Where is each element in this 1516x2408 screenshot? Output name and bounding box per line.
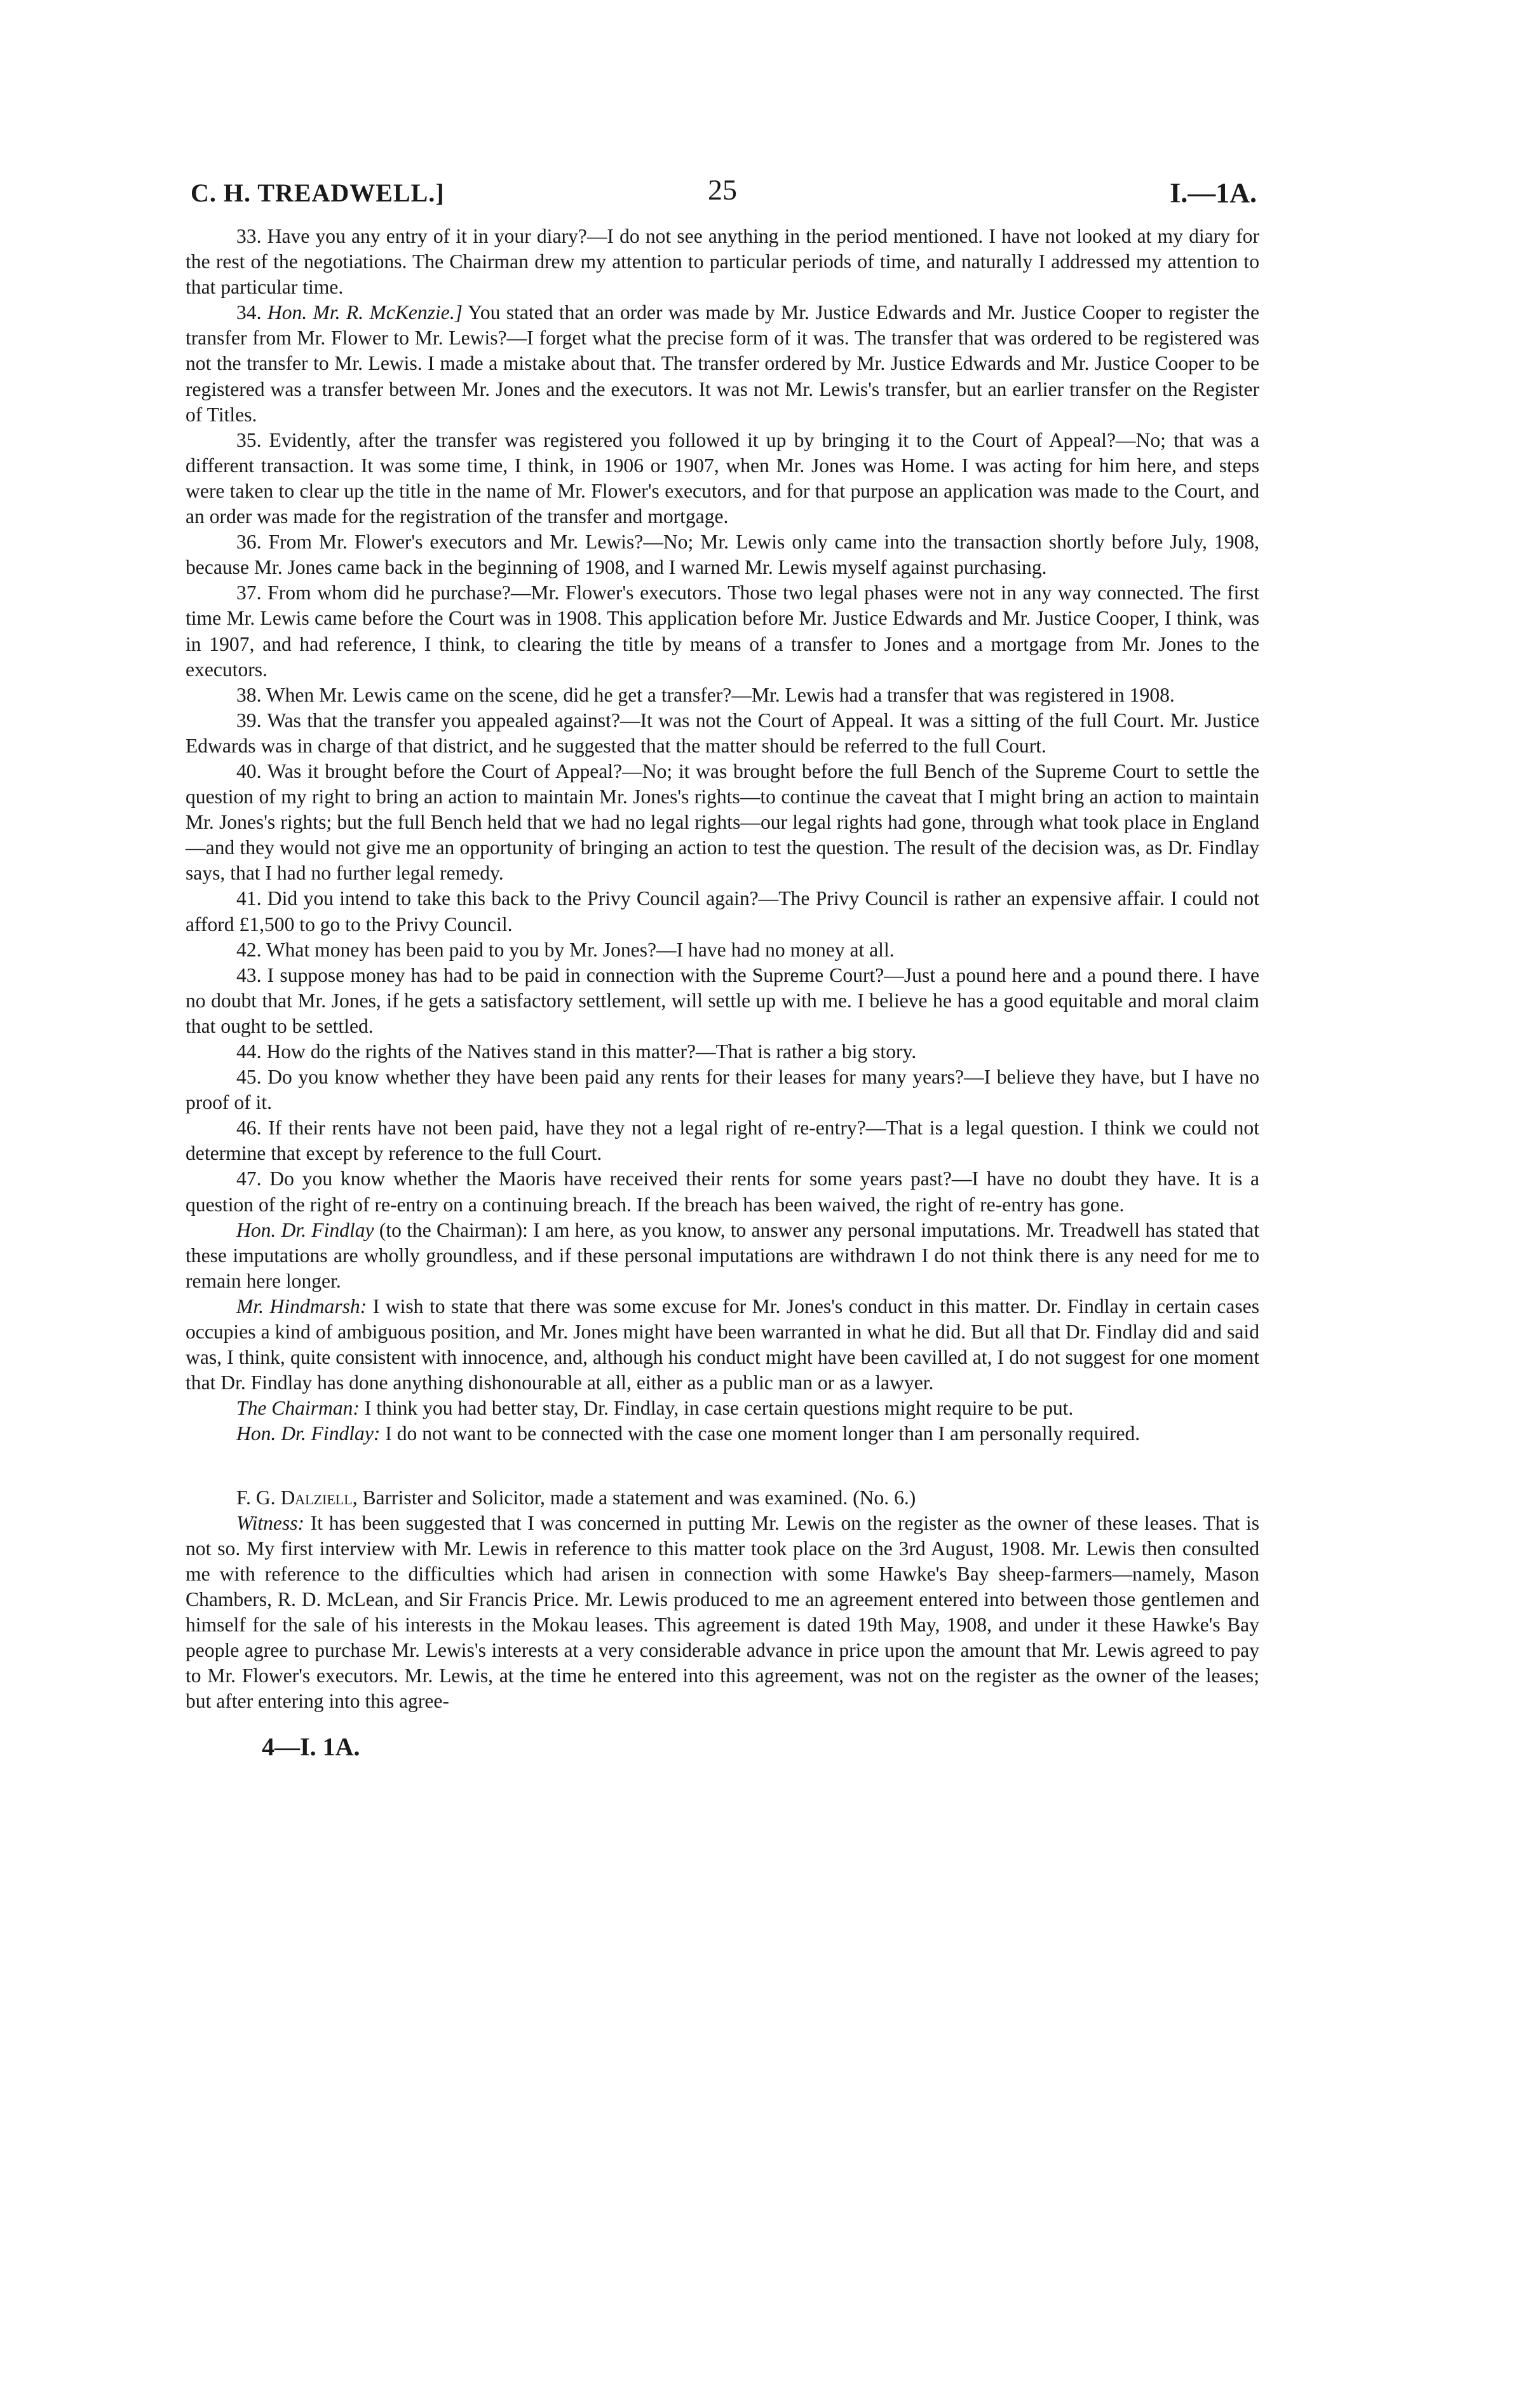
speaker-label: Hon. Mr. R. McKenzie.] [267,301,463,324]
body-text [186,224,1259,1714]
paragraph-45: 45. Do you know whether they have been paid any rents for their leases for many years?—I believe they have, but I have no proof of it. [186,1066,1259,1114]
paragraph-46: 46. If their rents have not been paid, have they not a legal right of re-entry?—That is a legal question. I think we could not determine that except by reference to the full Court. [186,1117,1259,1165]
speaker-label: The Chairman: [236,1397,360,1420]
speaker-label: Hon. Dr. Findlay: [236,1422,381,1445]
paragraph-47: 47. Do you know whether the Maoris have received their rents for some years past?—I have no doubt they have. It is a question of the right of re-entry on a continuing breach. If the breach has been waived, the right of re-entry has gone. [186,1167,1259,1216]
paragraph-36: 36. From Mr. Flower's executors and Mr. Lewis?—No; Mr. Lewis only came into the transaction shortly before July, 1908, because Mr. Jones came back in the beginning of 1908, and I warned Mr. Lewis myself against purchasing. [186,531,1259,579]
speaker-label: Witness: [236,1511,305,1534]
statement-chairman: The Chairman: I think you had better stay, Dr. Findlay, in case certain questions might require to be put. [236,1397,1074,1420]
witness-name: F. G. Dalziell [236,1486,353,1509]
paragraph-34: 34. Hon. Mr. R. McKenzie.] You stated that an order was made by Mr. Justice Edwards and Mr. Justice Cooper to register the transfer from Mr. Flower to Mr. Lewis?—I forget what the precise form of it was. The transfer that was ordered to be registered was not the transfer to Mr. Lewis. I made a mistake about that. The transfer ordered by Mr. Justice Edwards and Mr. Justice Cooper to be registered was a transfer between Mr. Jones and the executors. It was not Mr. Lewis's transfer, but an earlier transfer on the Register of Titles. [186,301,1260,426]
paragraph-38: 38. When Mr. Lewis came on the scene, did he get a transfer?—Mr. Lewis had a transfer that was registered in 1908. [236,683,1175,706]
statement-hindmarsh: Mr. Hindmarsh: I wish to state that there was some excuse for Mr. Jones's conduct in this matter. Dr. Findlay in certain cases occupies a kind of ambiguous position, and Mr. Jones might have been warranted in what he did. But all that Dr. Findlay did and said was, I think, quite consistent with innocence, and, although his conduct might have been cavilled at, I do not suggest for one moment that Dr. Findlay has done anything dishonourable at all, either as a public man or as a lawyer. [186,1295,1259,1394]
statement-findlay: Hon. Dr. Findlay (to the Chairman): I am here, as you know, to answer any personal imputations. Mr. Treadwell has stated that these imputations are wholly groundless, and if these personal imputations are withdrawn I do not think there is any need for me to remain here longer. [186,1218,1259,1292]
paragraph-39: 39. Was that the transfer you appealed against?—It was not the Court of Appeal. It was a sitting of the full Court. Mr. Justice Edwards was in charge of that district, and he suggested that the matter should be referred to the full Court. [186,709,1259,757]
speaker-label: Mr. Hindmarsh: [236,1295,367,1317]
signature-mark: 4—I. 1A. [262,1732,360,1762]
speaker-label: Hon. Dr. Findlay [236,1218,374,1241]
page-number: 25 [708,173,737,206]
paragraph-33: 33. Have you any entry of it in your diary?—I do not see anything in the period mentioned. I have not looked at my diary for the rest of the negotiations. The Chairman drew my attention to particular periods of time, and naturally I addressed my attention to that particular time. [186,225,1259,299]
document-reference: I.—1A. [1170,177,1257,208]
document-page [186,172,1259,1762]
paragraph-37: 37. From whom did he purchase?—Mr. Flower's executors. Those two legal phases were not in any way connected. The first time Mr. Lewis came before the Court was in 1908. This application before Mr. Justice Edwards and Mr. Justice Cooper, I think, was in 1907, and had reference, I think, to clearing the title by means of a transfer to Jones and a mortgage from Mr. Jones to the executors. [186,582,1259,681]
paragraph-40: 40. Was it brought before the Court of Appeal?—No; it was brought before the full Bench of the Supreme Court to settle the question of my right to bring an action to maintain Mr. Jones's rights—to continue the caveat that I might bring an action to maintain Mr. Jones's rights; but the full Bench held that we had no legal rights—our legal rights had gone, through what took place in England—and they would not give me an opportunity of bringing an action to test the question. The result of the decision was, as Dr. Findlay says, that I had no further legal remedy. [186,759,1259,885]
statement-findlay-final: Hon. Dr. Findlay: I do not want to be connected with the case one moment longer than I am personally required. [236,1422,1140,1445]
header-witness-name: C. H. TREADWELL.] [191,179,445,207]
paragraph-44: 44. How do the rights of the Natives stand in this matter?—That is rather a big story. [236,1040,917,1063]
paragraph-35: 35. Evidently, after the transfer was registered you followed it up by bringing it to the Court of Appeal?—No; that was a different transaction. It was some time, I think, in 1906 or 1907, when Mr. Jones was Home. I was acting for him here, and steps were taken to clear up the title in the name of Mr. Flower's executors, and for that purpose an application was made to the Court, and an order was made for the registration of the transfer and mortgage. [186,428,1259,528]
paragraph-43: 43. I suppose money has had to be paid in connection with the Supreme Court?—Just a pound here and a pound there. I have no doubt that Mr. Jones, if he gets a satisfactory settlement, will settle up with me. I believe he has a good equitable and moral claim that ought to be settled. [186,963,1259,1037]
witness-statement: Witness: It has been suggested that I was concerned in putting Mr. Lewis on the register as the owner of these leases. That is not so. My first interview with Mr. Lewis in reference to this matter took place on the 3rd August, 1908. Mr. Lewis then consulted me with reference to the difficulties which had arisen in connection with some Hawke's Bay sheep-farmers—namely, Mason Chambers, R. D. McLean, and Sir Francis Price. Mr. Lewis produced to me an agreement entered into between those gentlemen and himself for the sale of his interests in the Mokau leases. This agreement is dated 19th May, 1908, and under it these Hawke's Bay people agree to purchase Mr. Lewis's interests at a very considerable advance in price upon the amount that Mr. Lewis agreed to pay to Mr. Flower's executors. Mr. Lewis, at the time he entered into this agreement, was not on the register as the owner of the leases; but after entering into this agree- [186,1511,1259,1713]
witness-heading: F. G. Dalziell, Barrister and Solicitor, made a statement and was examined. (No. 6.) [236,1486,916,1509]
page-header [186,172,1259,210]
paragraph-42: 42. What money has been paid to you by Mr. Jones?—I have had no money at all. [236,938,895,961]
paragraph-41: 41. Did you intend to take this back to the Privy Council again?—The Privy Council is rather an expensive affair. I could not afford £1,500 to go to the Privy Council. [186,887,1259,935]
